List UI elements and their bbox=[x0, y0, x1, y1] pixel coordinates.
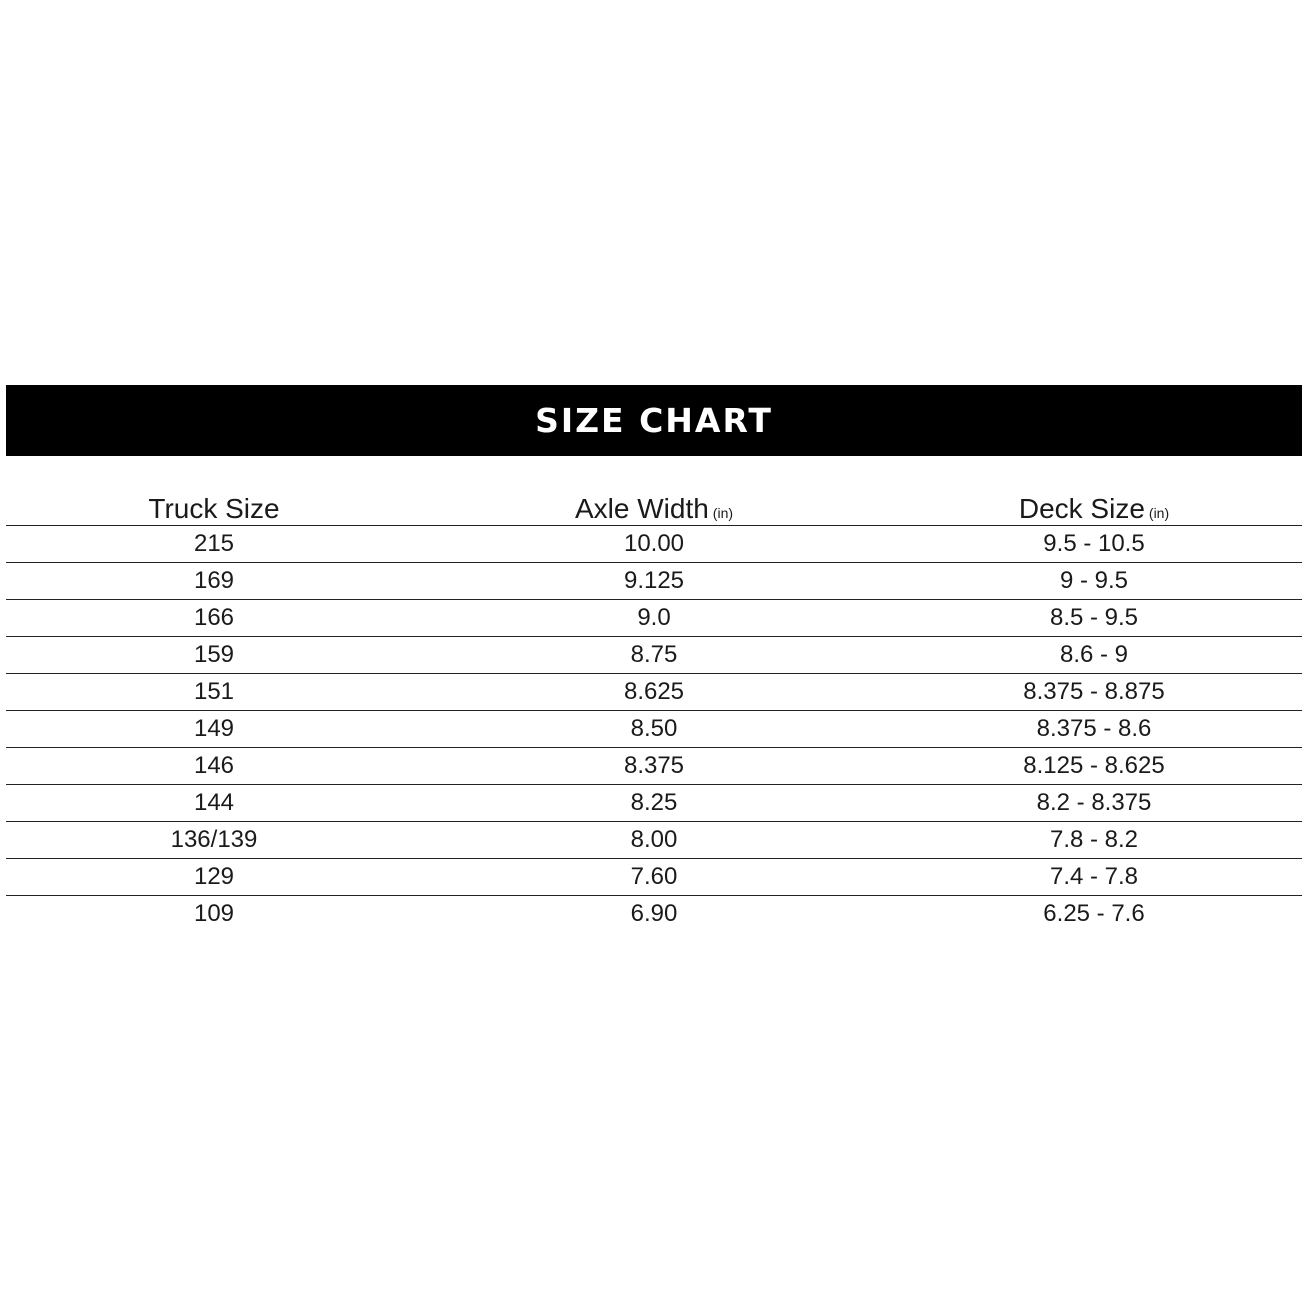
axle-width-cell: 8.625 bbox=[623, 678, 685, 705]
deck-size-cell: 9.5 - 10.5 bbox=[1043, 530, 1145, 557]
truck-size-cell: 129 bbox=[193, 863, 235, 890]
header-axle-width bbox=[422, 479, 886, 526]
header-deck-size-label: Deck Size bbox=[1018, 493, 1145, 524]
deck-size-cell: 7.4 - 7.8 bbox=[1049, 863, 1139, 890]
table-row bbox=[6, 674, 1302, 711]
size-chart bbox=[6, 385, 1302, 932]
table-row bbox=[6, 563, 1302, 600]
table-row bbox=[6, 637, 1302, 674]
deck-size-cell: 9 - 9.5 bbox=[1059, 567, 1129, 594]
size-chart-banner bbox=[6, 385, 1302, 456]
deck-size-cell: 8.125 - 8.625 bbox=[1023, 752, 1165, 779]
table-row bbox=[6, 748, 1302, 785]
header-truck-size-label: Truck Size bbox=[148, 493, 280, 524]
axle-width-cell: 10.00 bbox=[623, 530, 685, 557]
header-truck-size bbox=[6, 479, 422, 526]
deck-size-cell: 8.5 - 9.5 bbox=[1049, 604, 1139, 631]
table-row bbox=[6, 526, 1302, 563]
deck-size-cell: 6.25 - 7.6 bbox=[1043, 900, 1145, 927]
truck-size-cell: 144 bbox=[193, 789, 235, 816]
size-table bbox=[6, 479, 1302, 932]
truck-size-cell: 109 bbox=[193, 900, 235, 927]
deck-size-cell: 8.6 - 9 bbox=[1059, 641, 1129, 668]
axle-width-cell: 8.00 bbox=[630, 826, 678, 853]
table-row bbox=[6, 822, 1302, 859]
table-row bbox=[6, 896, 1302, 933]
deck-size-cell: 8.375 - 8.6 bbox=[1036, 715, 1152, 742]
axle-width-cell: 6.90 bbox=[630, 900, 678, 927]
truck-size-cell: 166 bbox=[193, 604, 235, 631]
table-row bbox=[6, 859, 1302, 896]
axle-width-cell: 7.60 bbox=[630, 863, 678, 890]
table-row bbox=[6, 785, 1302, 822]
deck-size-cell: 8.375 - 8.875 bbox=[1023, 678, 1165, 705]
axle-width-cell: 8.25 bbox=[630, 789, 678, 816]
truck-size-cell: 146 bbox=[193, 752, 235, 779]
truck-size-cell: 149 bbox=[193, 715, 235, 742]
truck-size-cell: 136/139 bbox=[170, 826, 258, 853]
axle-width-cell: 8.375 bbox=[623, 752, 685, 779]
header-axle-width-unit: (in) bbox=[712, 505, 734, 521]
axle-width-cell: 8.75 bbox=[630, 641, 678, 668]
deck-size-cell: 8.2 - 8.375 bbox=[1036, 789, 1152, 816]
header-deck-size-unit: (in) bbox=[1148, 505, 1170, 521]
axle-width-cell: 8.50 bbox=[630, 715, 678, 742]
truck-size-cell: 159 bbox=[193, 641, 235, 668]
header-axle-width-label: Axle Width bbox=[574, 493, 709, 524]
table-row bbox=[6, 600, 1302, 637]
header-row bbox=[6, 479, 1302, 526]
table-row bbox=[6, 711, 1302, 748]
axle-width-cell: 9.0 bbox=[637, 604, 671, 631]
axle-width-cell: 9.125 bbox=[623, 567, 685, 594]
header-deck-size bbox=[886, 479, 1302, 526]
truck-size-cell: 215 bbox=[193, 530, 235, 557]
truck-size-cell: 169 bbox=[193, 567, 235, 594]
size-chart-title: SIZE CHART bbox=[535, 401, 773, 440]
deck-size-cell: 7.8 - 8.2 bbox=[1049, 826, 1139, 853]
truck-size-cell: 151 bbox=[193, 678, 235, 705]
